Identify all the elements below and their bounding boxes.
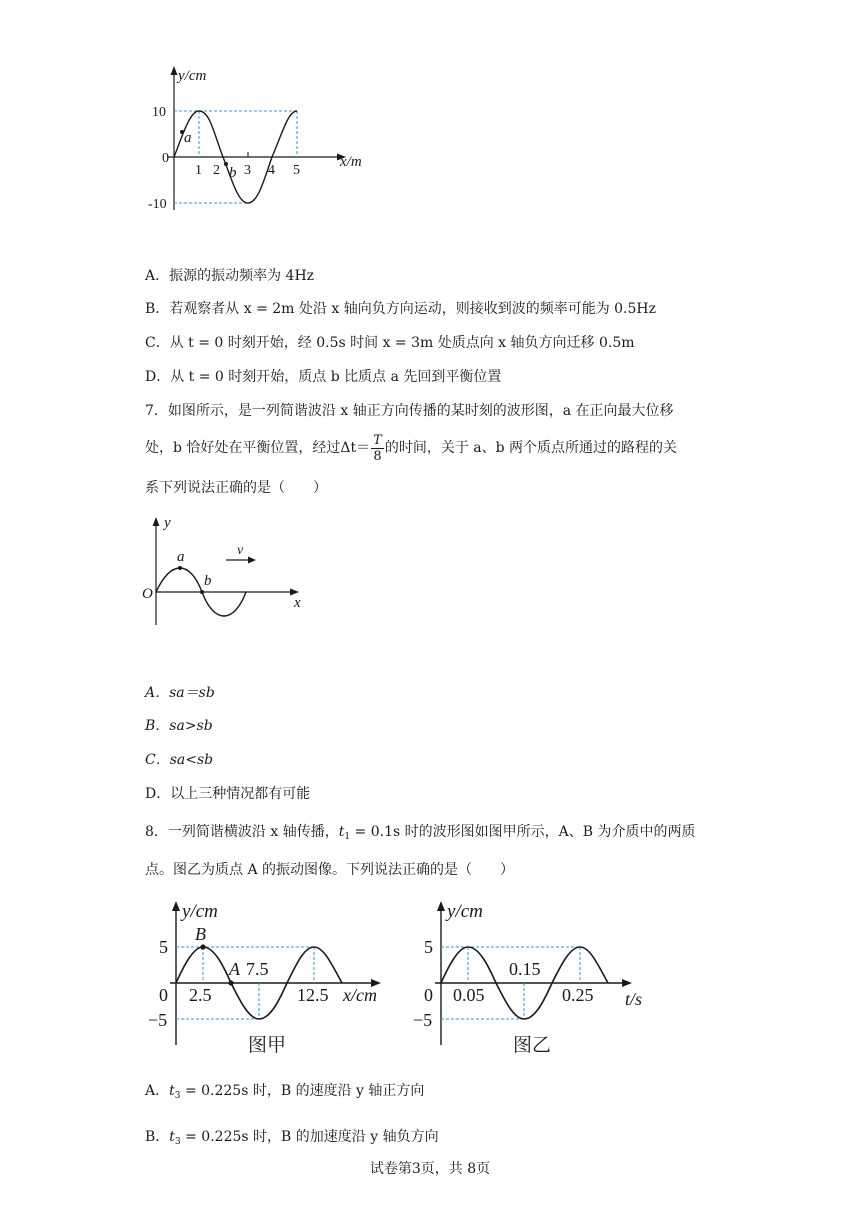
- q7-point-a-label: a: [177, 549, 185, 565]
- x-tick-4: 4: [268, 163, 275, 178]
- jia-point-A-dot: [228, 980, 233, 985]
- q7-fraction-num: T: [373, 432, 382, 448]
- q8-option-a-pre: A．: [145, 1083, 170, 1099]
- jia-x-label: x/cm: [343, 985, 377, 1005]
- y-tick-0: 0: [162, 151, 169, 166]
- jia-caption: 图甲: [248, 1035, 287, 1056]
- wave-figure-q6: [150, 60, 380, 220]
- q8-line1: [145, 822, 695, 847]
- jia-point-A-label: A: [229, 959, 240, 979]
- jia-y-label: y/cm: [182, 901, 218, 922]
- wave-figure-yi: [415, 893, 660, 1063]
- q7-line2-post: 的时间，关于 a、b 两个质点所通过的路程的关: [384, 440, 678, 456]
- q7-line1: 7．如图所示，是一列简谐波沿 x 轴正方向传播的某时刻的波形图，a 在正向最大位移: [145, 403, 674, 419]
- q7-point-a-dot: [178, 566, 182, 570]
- yi-x-tick-0-15: 0.15: [509, 959, 541, 979]
- q6-option-c: C．从 t = 0 时刻开始，经 0.5s 时间 x = 3m 处质点向 x 轴负方向迁移 0.5m: [145, 335, 635, 351]
- q7-option-c: C．sa<sb: [145, 752, 214, 768]
- jia-point-B-dot: [200, 944, 205, 949]
- point-b-dot: [224, 162, 228, 166]
- point-b-label: b: [229, 165, 237, 181]
- q7-option-d: D．以上三种情况都有可能: [145, 786, 311, 802]
- x-tick-5: 5: [293, 163, 300, 178]
- q8-option-a-t: t: [169, 1083, 175, 1099]
- q7-option-b: B．sa>sb: [145, 718, 213, 734]
- q8-option-a-post: = 0.225s 时，B 的速度沿 y 轴正方向: [180, 1083, 425, 1099]
- q8-option-b: [145, 1127, 439, 1152]
- q7-line2: [145, 432, 677, 464]
- q8-option-a-sub: 3: [174, 1091, 181, 1101]
- yi-x-label: t/s: [625, 989, 643, 1009]
- q8-option-a: [145, 1081, 424, 1106]
- q7-origin-label: O: [142, 586, 153, 602]
- page-footer: 试卷第3页，共 8页: [369, 1161, 491, 1177]
- q8-option-b-post: = 0.225s 时，B 的加速度沿 y 轴负方向: [180, 1129, 439, 1145]
- q8-line1-pre: 8．一列简谐横波沿 x 轴传播，: [145, 824, 339, 840]
- q8-t1-sub: 1: [344, 832, 351, 842]
- jia-x-tick-7-5: 7.5: [246, 959, 269, 979]
- jia-y-tick-neg5: −5: [148, 1010, 168, 1030]
- q7-fraction: [371, 433, 384, 464]
- yi-y-tick-0: 0: [424, 985, 433, 1005]
- y-axis-label: y/cm: [178, 68, 207, 84]
- q8-option-b-t: t: [169, 1129, 175, 1145]
- jia-x-tick-12-5: 12.5: [297, 985, 329, 1005]
- x-tick-3: 3: [244, 163, 251, 178]
- q7-fraction-den: 8: [373, 448, 382, 464]
- q7-point-b-label: b: [204, 573, 212, 589]
- q8-option-b-sub: 3: [174, 1137, 181, 1147]
- q7-option-a: A．sa＝sb: [145, 685, 215, 701]
- q7-velocity-label: v: [237, 543, 244, 558]
- yi-caption: 图乙: [513, 1035, 552, 1056]
- x-axis-label: x/m: [340, 154, 362, 170]
- yi-x-tick-0-05: 0.05: [453, 985, 485, 1005]
- q6-option-a: A．振源的振动频率为 4Hz: [145, 268, 315, 284]
- q8-t1: t: [338, 824, 345, 840]
- wave-figure-jia: [150, 893, 400, 1063]
- q7-line3: 系下列说法正确的是（ ）: [145, 480, 327, 496]
- yi-y-tick-5: 5: [424, 937, 433, 957]
- x-tick-1: 1: [195, 163, 202, 178]
- jia-point-B-label: B: [195, 924, 206, 944]
- q8-line1-post: = 0.1s 时的波形图如图甲所示，A、B 为介质中的两质: [350, 824, 696, 840]
- x-tick-2: 2: [213, 163, 220, 178]
- q8-option-b-pre: B．: [145, 1129, 170, 1145]
- wave-figure-q7: [140, 510, 315, 630]
- jia-y-tick-5: 5: [159, 937, 168, 957]
- y-tick-neg10: -10: [148, 197, 167, 212]
- yi-y-label: y/cm: [447, 901, 483, 922]
- yi-x-tick-0-25: 0.25: [562, 985, 594, 1005]
- q8-line2: 点。图乙为质点 A 的振动图像。下列说法正确的是（ ）: [145, 862, 515, 878]
- y-tick-10: 10: [152, 105, 166, 120]
- q6-option-b: B．若观察者从 x = 2m 处沿 x 轴向负方向运动，则接收到波的频率可能为 0.5Hz: [145, 301, 656, 317]
- q7-line2-pre: 处，b 恰好处在平衡位置，经过Δt＝: [145, 440, 371, 456]
- q7-y-label: y: [164, 515, 171, 531]
- jia-x-tick-2-5: 2.5: [189, 985, 212, 1005]
- point-a-label: a: [184, 130, 192, 146]
- q6-option-d: D．从 t = 0 时刻开始，质点 b 比质点 a 先回到平衡位置: [145, 369, 502, 385]
- jia-y-tick-0: 0: [159, 985, 168, 1005]
- q7-point-b-dot: [200, 590, 204, 594]
- yi-y-tick-neg5: −5: [413, 1010, 433, 1030]
- q7-x-label: x: [294, 595, 301, 611]
